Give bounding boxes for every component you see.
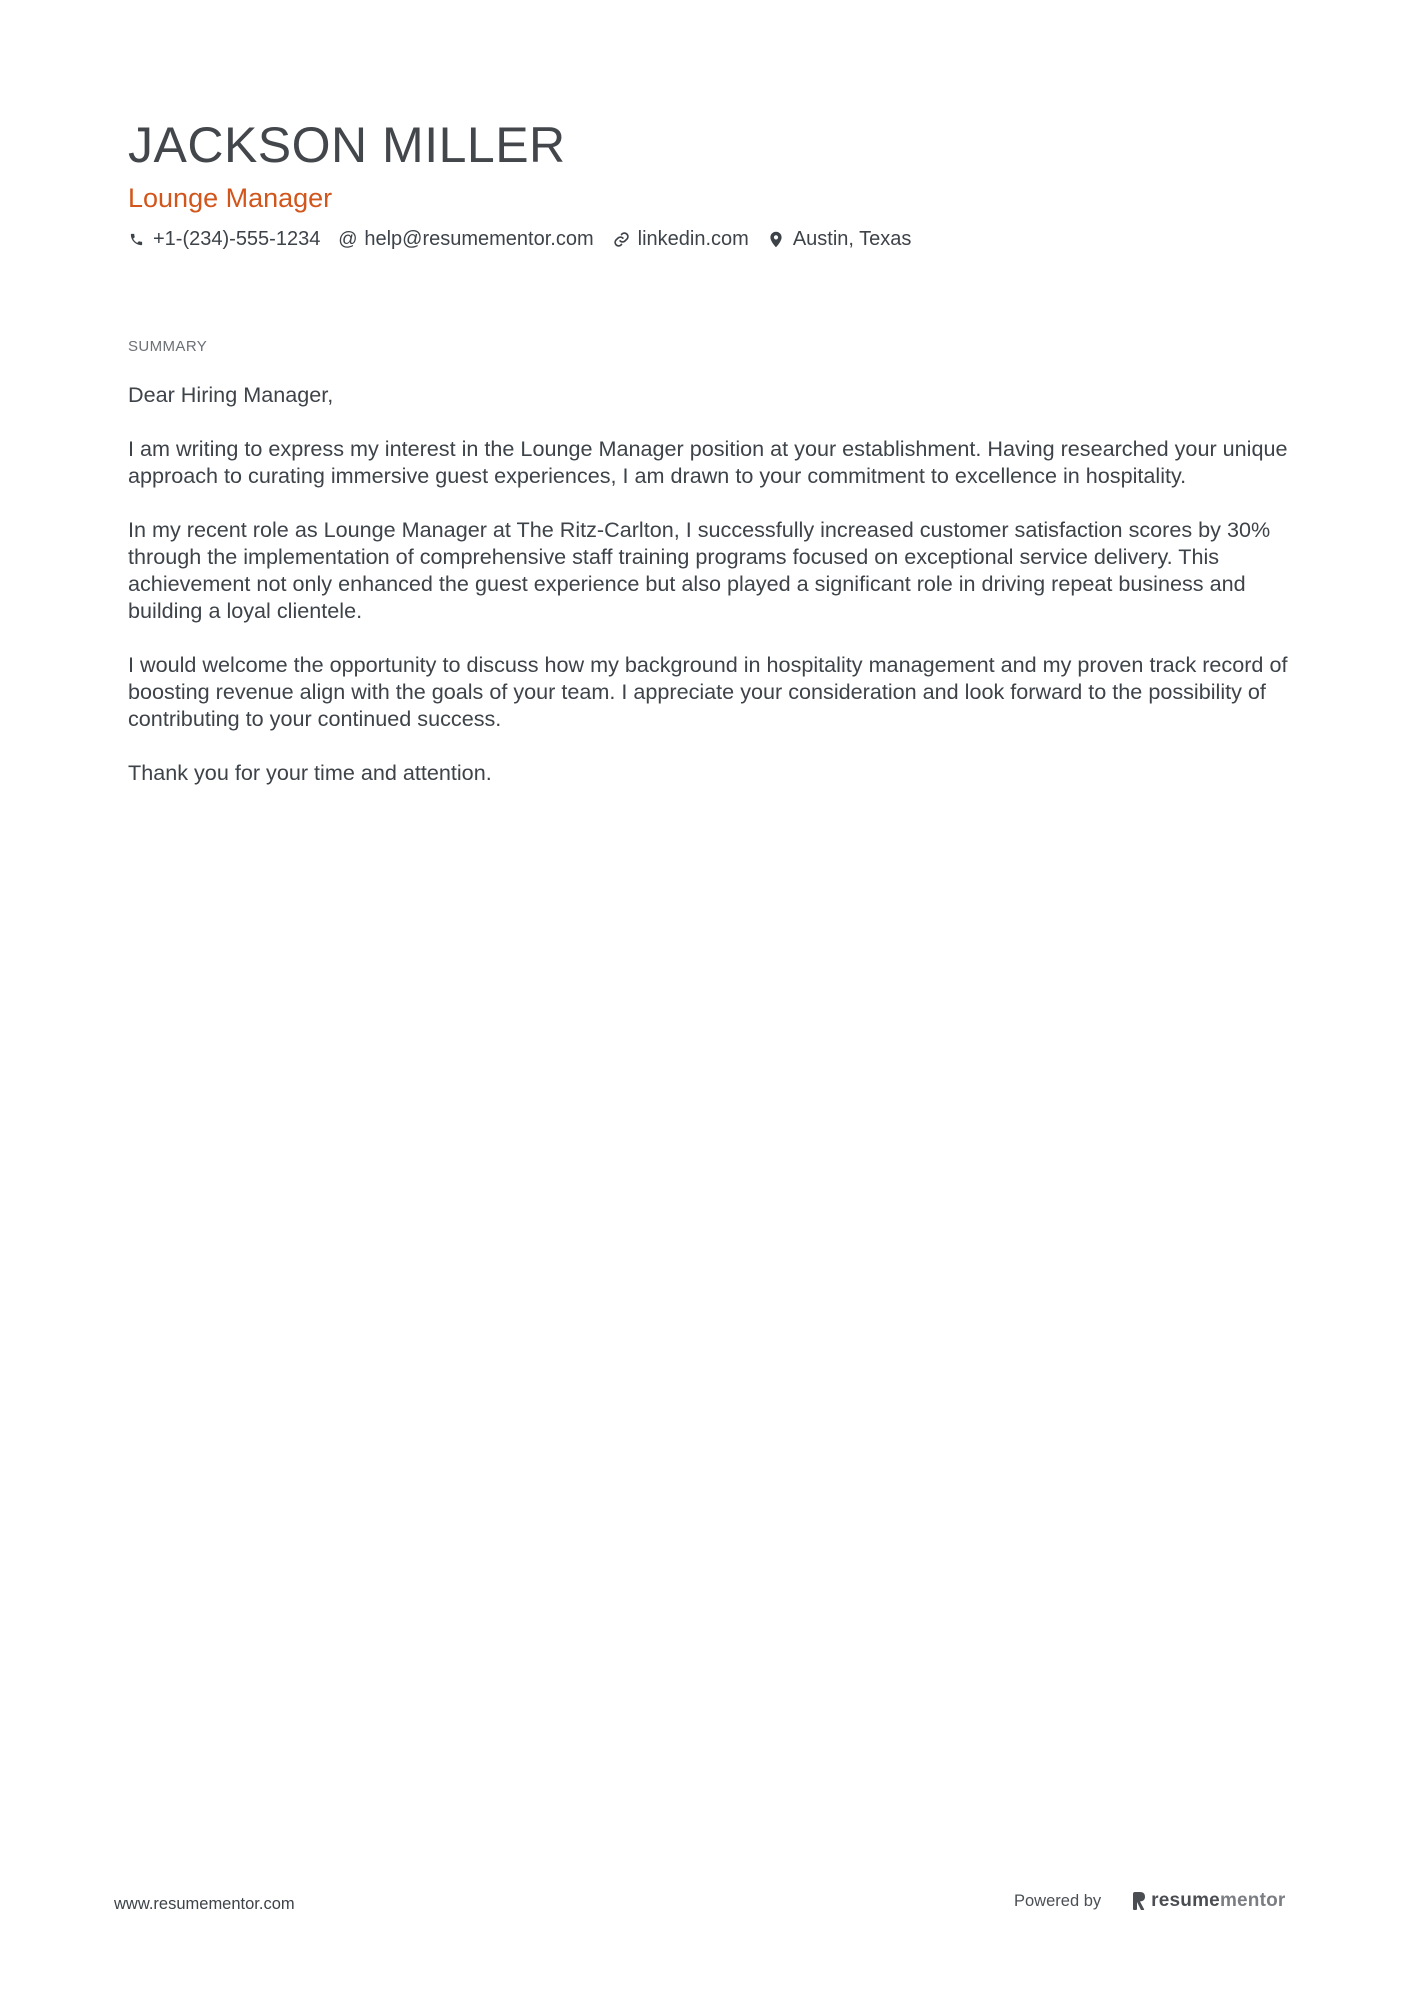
contact-email[interactable]	[339, 224, 593, 254]
phone-icon	[128, 231, 145, 248]
letter-closing: Thank you for your time and attention.	[128, 760, 492, 785]
link-icon	[613, 231, 630, 248]
resumementor-logo-icon	[1131, 1891, 1147, 1911]
email-text: help@resumementor.com	[364, 228, 594, 250]
phone-text: +1-(234)-555-1234	[153, 228, 321, 250]
website-text: linkedin.com	[637, 228, 749, 250]
powered-by	[1014, 1890, 1286, 1912]
at-icon: @	[338, 228, 358, 250]
letter-paragraph: I would welcome the opportunity to discuss how my background in hospitality management and my proven track record of boosting revenue align with the goals of your team. I appreciate your consideration and look forward to the possibility of contributing to your continued success.	[128, 652, 1288, 731]
cover-letter-body	[128, 381, 1288, 813]
powered-by-label: Powered by	[1014, 1892, 1102, 1910]
contact-bar	[128, 224, 930, 254]
candidate-name: JACKSON MILLER	[128, 117, 566, 173]
footer-website-link[interactable]: www.resumementor.com	[114, 1895, 295, 1913]
contact-website[interactable]	[613, 224, 749, 254]
letter-paragraph: In my recent role as Lounge Manager at The Ritz-Carlton, I successfully increased customer satisfaction scores by 30% through the implementation of comprehensive staff training programs focused on exceptional service delivery. This achievement not only enhanced the guest experience but also played a significant role in driving repeat business and building a loyal clientele.	[128, 517, 1271, 623]
section-heading-summary: SUMMARY	[128, 338, 208, 355]
contact-location	[768, 224, 912, 254]
resumementor-logo[interactable]	[1131, 1890, 1285, 1912]
letter-paragraph: I am writing to express my interest in the Lounge Manager position at your establishment. Having researched your unique approach to curating immersive guest experiences, I am drawn to your commitment to excellence in hospitality.	[128, 436, 1288, 488]
contact-phone[interactable]	[128, 224, 320, 254]
brand-text-resume: resume	[1151, 1890, 1220, 1911]
job-title: Lounge Manager	[128, 183, 333, 213]
letter-greeting: Dear Hiring Manager,	[128, 382, 334, 407]
location-text: Austin, Texas	[792, 228, 912, 250]
location-pin-icon	[768, 231, 785, 248]
brand-text-mentor: mentor	[1219, 1890, 1286, 1911]
